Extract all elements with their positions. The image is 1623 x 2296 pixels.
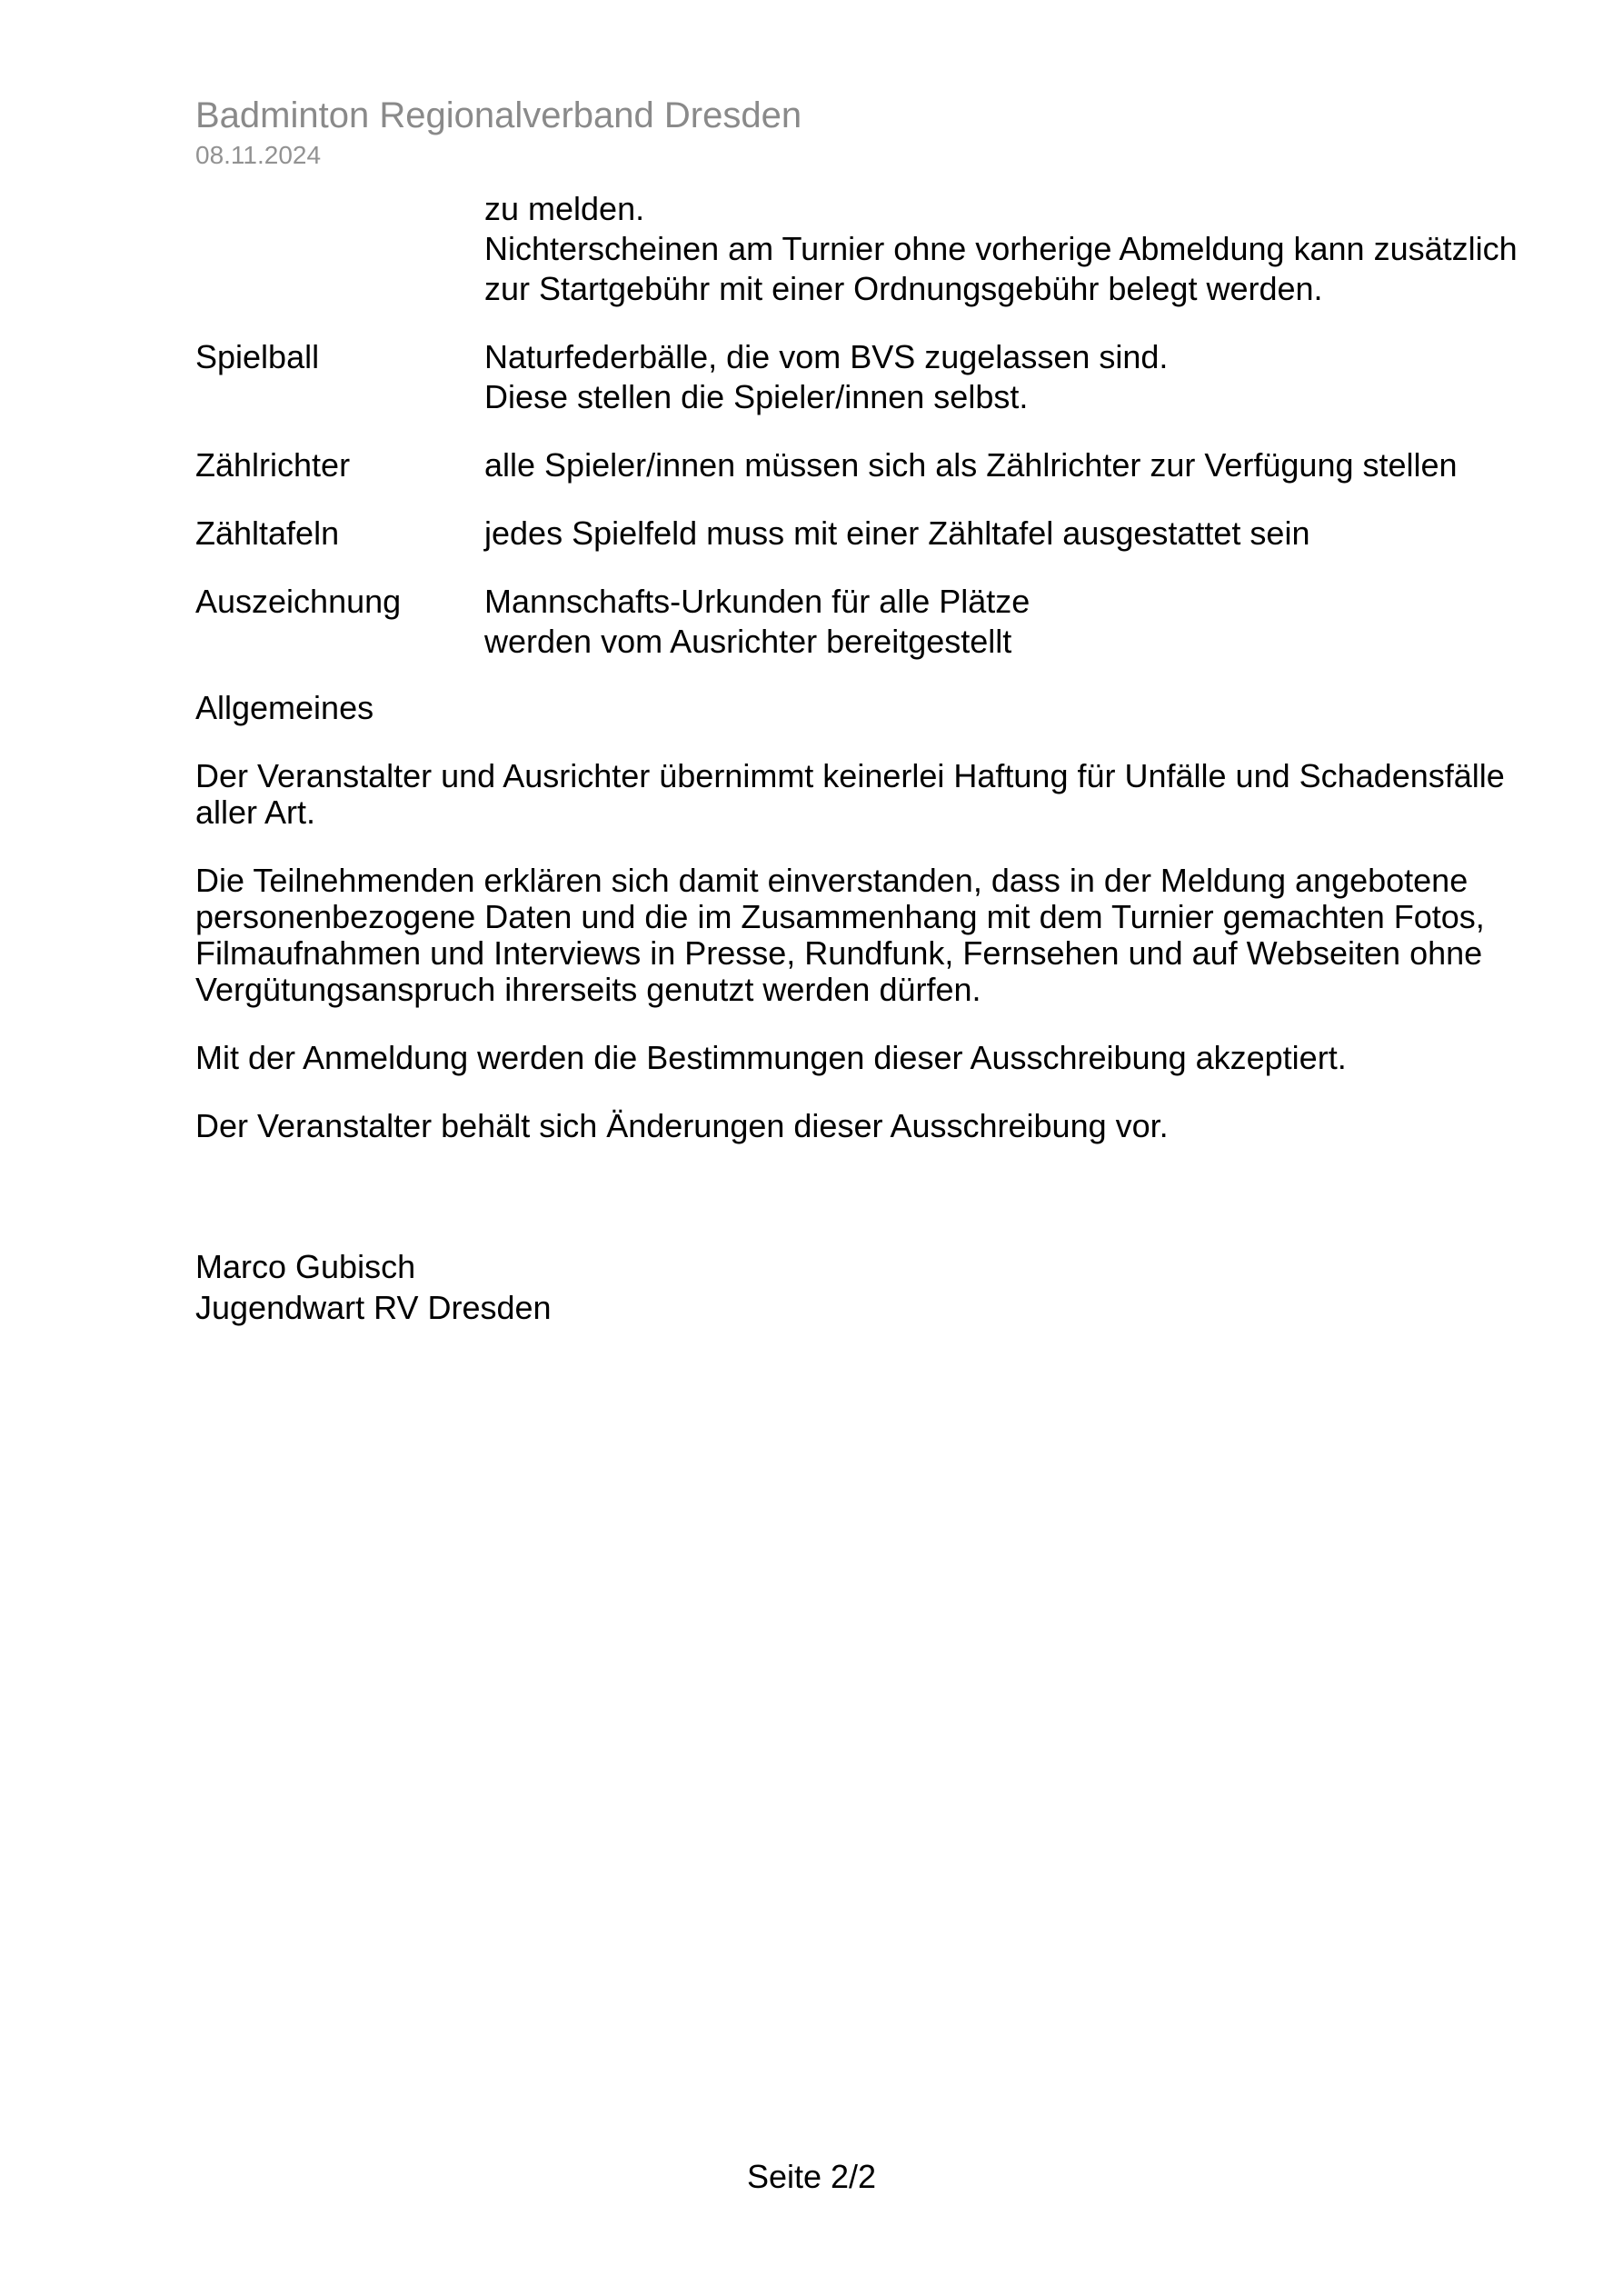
- document-title: Badminton Regionalverband Dresden: [195, 95, 802, 135]
- text-line: werden vom Ausrichter bereitgestellt: [484, 623, 1012, 660]
- text-line: Naturfederbälle, die vom BVS zugelassen sind.: [484, 338, 1169, 375]
- paragraph-data-consent: [195, 863, 1504, 1008]
- detail-value: [484, 189, 1518, 309]
- text-line: Jugendwart RV Dresden: [195, 1289, 552, 1326]
- text-line: Die Teilnehmenden erklären sich damit einverstanden, dass in der Meldung angebotene: [195, 862, 1469, 899]
- text-line: Marco Gubisch: [195, 1248, 416, 1285]
- text-line: Der Veranstalter und Ausrichter übernimmt keinerlei Haftung für Unfälle und Schadensfälle: [195, 757, 1505, 794]
- detail-row-continuation: [195, 189, 1518, 309]
- text-line: Mit der Anmeldung werden die Bestimmungen dieser Ausschreibung akzeptiert.: [195, 1039, 1347, 1076]
- page-number: Seite 2/2: [746, 2158, 877, 2195]
- text-line: Der Veranstalter behält sich Änderungen dieser Ausschreibung vor.: [195, 1107, 1169, 1144]
- detail-row-zaehlrichter: [195, 445, 1504, 485]
- text-line: Vergütungsanspruch ihrerseits genutzt werden dürfen.: [195, 971, 981, 1008]
- detail-value: [484, 582, 1504, 662]
- section-heading-allgemeines: Allgemeines: [195, 689, 374, 726]
- document-date: 08.11.2024: [195, 141, 322, 169]
- detail-label: [195, 189, 484, 309]
- signature-block: [195, 1246, 1504, 1328]
- text-line: zur Startgebühr mit einer Ordnungsgebühr belegt werden.: [484, 270, 1323, 307]
- text-line: aller Art.: [195, 794, 316, 831]
- text-line: Filmaufnahmen und Interviews in Presse, Rundfunk, Fernsehen und auf Webseiten ohne: [195, 934, 1483, 972]
- document-header: [195, 95, 802, 171]
- text-line: alle Spieler/innen müssen sich als Zählrichter zur Verfügung stellen: [484, 446, 1458, 484]
- text-line: jedes Spielfeld muss mit einer Zähltafel ausgestattet sein: [484, 514, 1310, 552]
- detail-value: [484, 514, 1504, 554]
- detail-label: Zählrichter: [195, 446, 351, 484]
- detail-row-spielball: [195, 337, 1504, 417]
- paragraph-acceptance: [195, 1040, 1504, 1076]
- document-body: [195, 189, 1518, 1328]
- text-line: personenbezogene Daten und die im Zusammenhang mit dem Turnier gemachten Fotos,: [195, 898, 1485, 935]
- detail-label: Spielball: [195, 338, 320, 375]
- text-line: Mannschafts-Urkunden für alle Plätze: [484, 583, 1031, 620]
- detail-label: Auszeichnung: [195, 583, 402, 620]
- paragraph-liability: [195, 758, 1504, 831]
- text-line: Diese stellen die Spieler/innen selbst.: [484, 378, 1029, 415]
- detail-row-zaehltafeln: [195, 514, 1504, 554]
- detail-row-auszeichnung: [195, 582, 1504, 662]
- text-line: zu melden.: [484, 190, 645, 227]
- text-line: Nichterscheinen am Turnier ohne vorherige Abmeldung kann zusätzlich: [484, 230, 1518, 267]
- detail-value: [484, 337, 1504, 417]
- detail-value: [484, 445, 1504, 485]
- paragraph-changes-reserved: [195, 1108, 1504, 1144]
- detail-label: Zähltafeln: [195, 514, 340, 552]
